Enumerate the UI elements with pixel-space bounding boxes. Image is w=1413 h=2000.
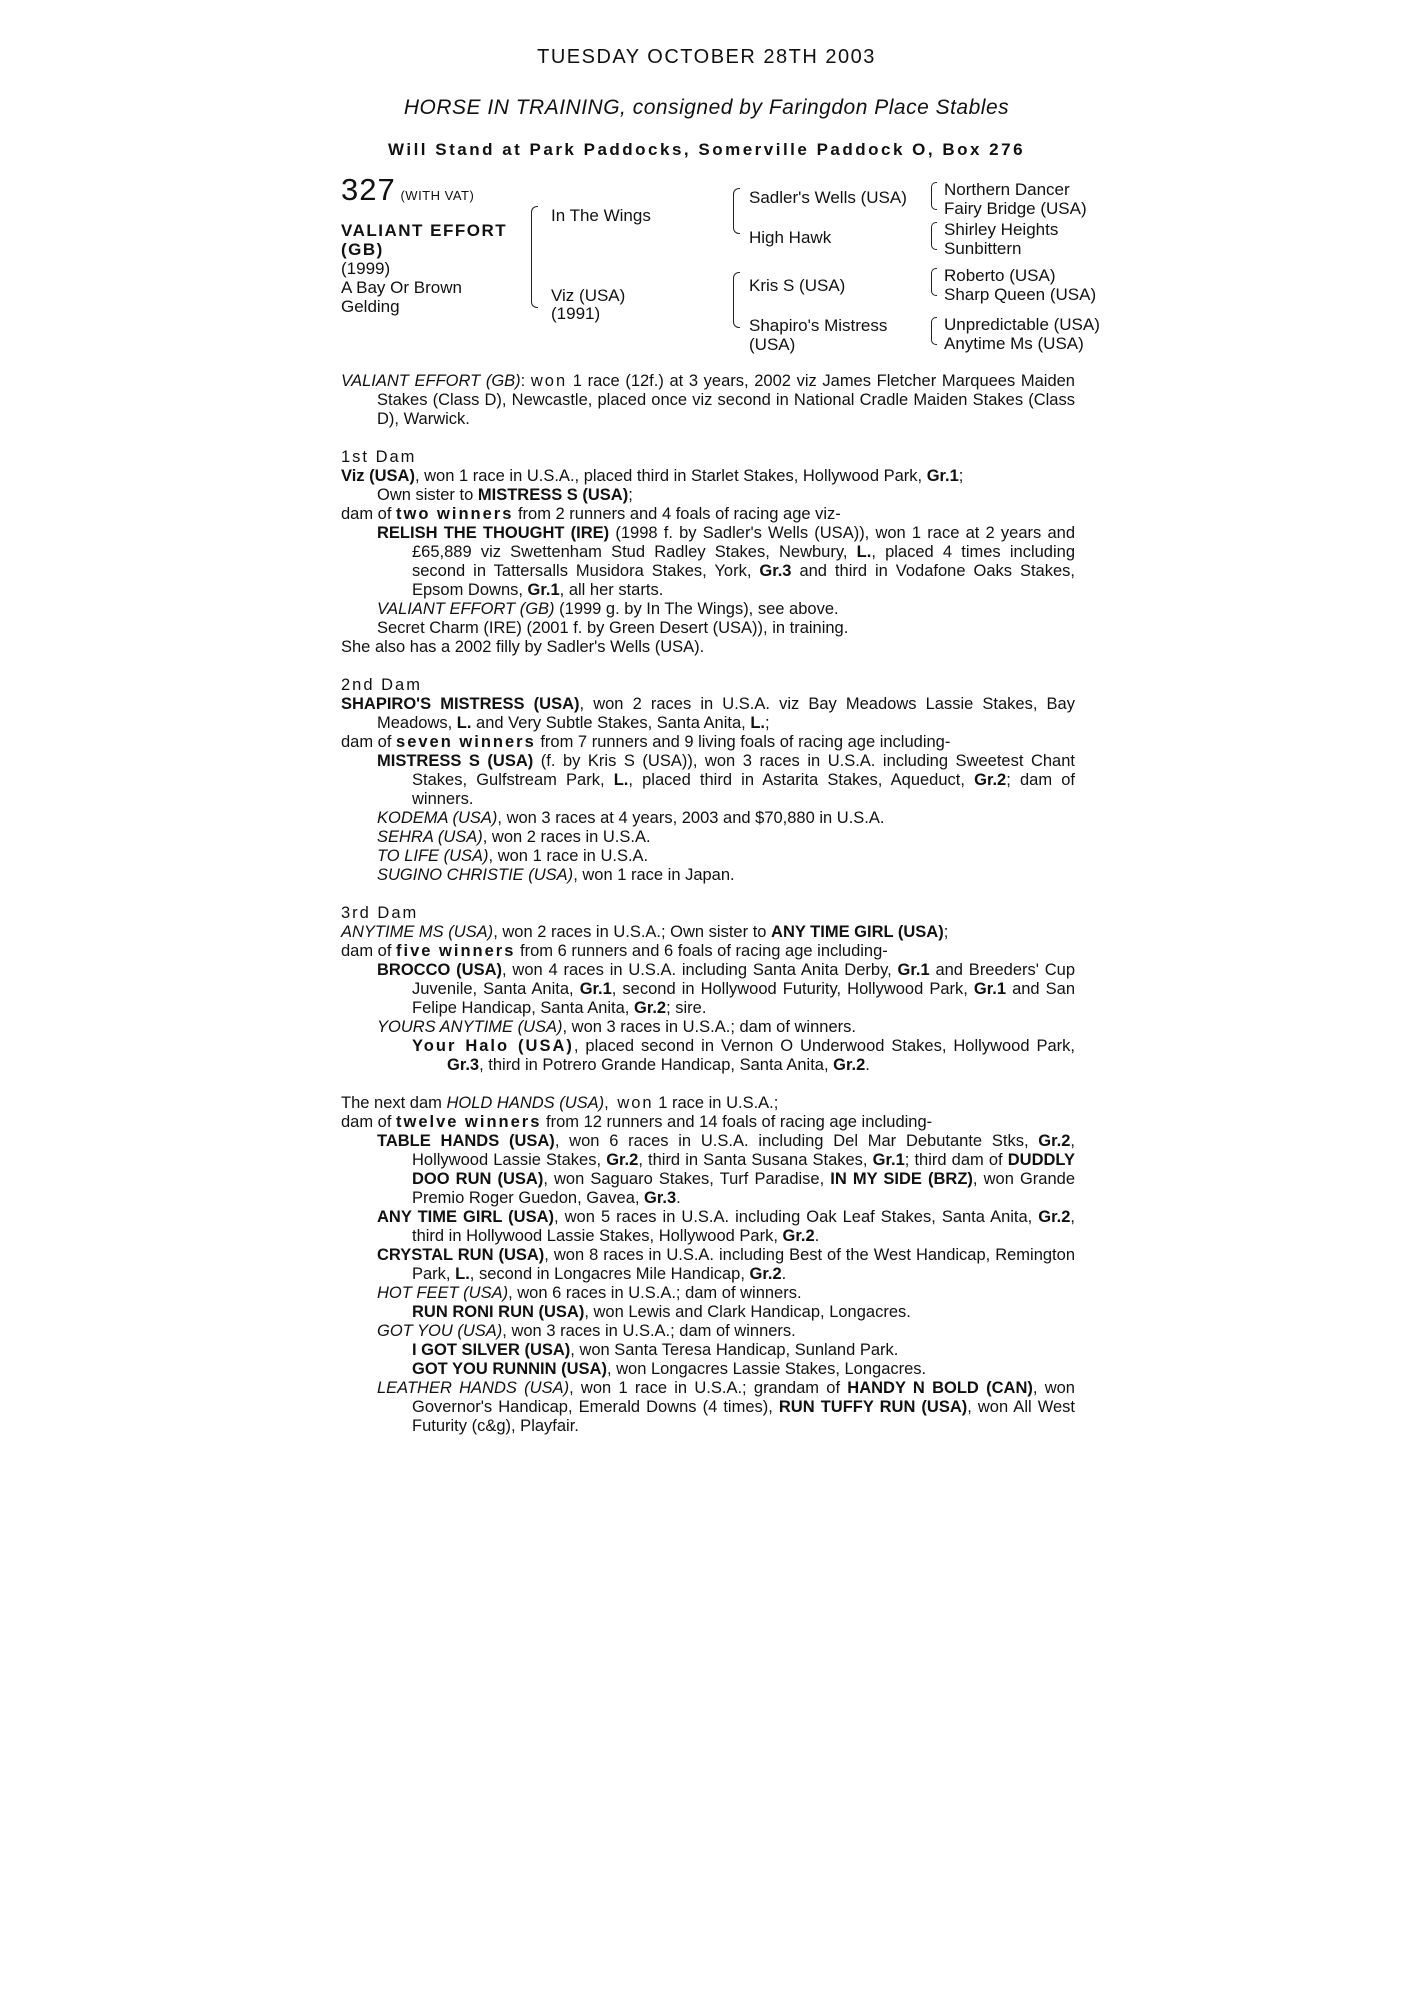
text: , won All West Futurity (c&g), Playfair. <box>412 1398 1075 1435</box>
lot-number: 327 <box>341 172 396 207</box>
grade: Gr.2 <box>974 771 1007 789</box>
progeny-2 <box>341 809 1075 828</box>
gen3-brace-4 <box>931 317 937 345</box>
progeny-1 <box>341 961 1075 1018</box>
grade: L. <box>456 714 472 732</box>
text: dam of <box>341 733 397 751</box>
grand-progeny-1 <box>341 1037 1075 1075</box>
text: , second in Longacres Mile Handicap, <box>469 1265 750 1283</box>
text: , won Santa Teresa Handicap, Sunland Park. <box>570 1341 899 1359</box>
progeny-name: MISTRESS S (USA) <box>377 752 534 770</box>
progeny-name: IN MY SIDE (BRZ) <box>830 1170 973 1188</box>
grade: Gr.1 <box>973 980 1007 998</box>
dam-name: ANYTIME MS (USA) <box>341 923 494 941</box>
consignment-line: HORSE IN TRAINING, consigned by Faringdon Place Stables <box>403 96 1010 119</box>
horse-name: VALIANT EFFORT <box>341 221 508 240</box>
text: , won Longacres Lassie Stakes, Longacres. <box>606 1360 927 1378</box>
progeny-3 <box>341 1246 1075 1284</box>
text: from 2 runners and 4 foals of racing age viz- <box>513 505 841 523</box>
progeny-name: RUN RONI RUN (USA) <box>412 1303 585 1321</box>
progeny-1 <box>341 1132 1075 1208</box>
text: , won 3 races at 4 years, 2003 and $70,880 in U.S.A. <box>497 809 885 827</box>
dam-of-line <box>341 942 1075 961</box>
sire-dam-brace <box>531 206 538 308</box>
gen3-brace-3 <box>931 268 937 296</box>
sale-date: TUESDAY OCTOBER 28TH 2003 <box>537 46 876 68</box>
progeny-name: SUGINO CHRISTIE (USA) <box>377 866 574 884</box>
sire-dam: High Hawk <box>749 228 832 247</box>
horse-country: (GB) <box>341 240 384 259</box>
own-sister-line <box>341 486 1075 505</box>
text: ; sire. <box>666 999 707 1017</box>
first-dam-heading: 1st Dam <box>341 448 417 466</box>
sire: In The Wings <box>551 206 651 225</box>
grade: Gr.2 <box>749 1265 782 1283</box>
text: (1999 g. by In The Wings), see above. <box>554 600 839 618</box>
next-dam-line <box>341 1094 1075 1113</box>
punct: . <box>676 1189 681 1207</box>
grade: Gr.2 <box>833 1056 866 1074</box>
text: , won 1 race in Japan. <box>573 866 735 884</box>
progeny-5 <box>341 1322 1075 1341</box>
grade: L. <box>750 714 765 732</box>
text: from 7 runners and 9 living foals of racing age including- <box>535 733 951 751</box>
progeny-name: LEATHER HANDS (USA) <box>377 1379 570 1397</box>
horse-name-ref: VALIANT EFFORT (GB) <box>341 372 521 390</box>
progeny-name: GOT YOU RUNNIN (USA) <box>412 1360 607 1378</box>
sire-dam-sire: Shirley Heights <box>944 220 1059 239</box>
dam-dam-sire: Unpredictable (USA) <box>944 315 1100 334</box>
text: and Very Subtle Stakes, Santa Anita, <box>471 714 751 732</box>
dam-dam: Shapiro's Mistress <box>749 316 888 335</box>
text: 1 race in U.S.A.; <box>653 1094 779 1112</box>
gen3-brace-2 <box>931 222 937 250</box>
progeny-name: RELISH THE THOUGHT (IRE) <box>377 524 610 542</box>
progeny-4 <box>341 1284 1075 1303</box>
text: ; third dam of <box>904 1151 1008 1169</box>
dam-sire-sire: Roberto (USA) <box>944 266 1056 285</box>
grade: Gr.2 <box>1038 1208 1071 1226</box>
winners-count: seven winners <box>396 733 536 751</box>
dam-dam-country: (USA) <box>749 335 796 354</box>
grade: Gr.1 <box>897 961 930 979</box>
text: , won 1 race in U.S.A. <box>488 847 649 865</box>
text: (1998 f. by Sadler's Wells (USA)), won 1 race at 2 years and £65,889 viz Swettenham Stud Radley Stakes, Newbury, <box>412 524 1076 561</box>
progeny-1 <box>341 524 1075 600</box>
pedigree-table <box>341 172 1341 360</box>
progeny-name: HOT FEET (USA) <box>377 1284 509 1302</box>
text: , won 6 races in U.S.A. including Del Mar Debutante Stks, <box>554 1132 1039 1150</box>
progeny-3: Secret Charm (IRE) (2001 f. by Green Desert (USA)), in training. <box>377 619 849 637</box>
text: , won 5 races in U.S.A. including Oak Leaf Stakes, Santa Anita, <box>554 1208 1039 1226</box>
text: , won Grande Premio Roger Guedon, Gavea, <box>412 1170 1075 1207</box>
text: from 12 runners and 14 foals of racing age including- <box>541 1113 933 1131</box>
grade: Gr.1 <box>872 1151 905 1169</box>
progeny-name: TO LIFE (USA) <box>377 847 489 865</box>
sire-sire-sire: Northern Dancer <box>944 180 1070 199</box>
text: dam of <box>341 1113 397 1131</box>
vat-label: (WITH VAT) <box>400 188 475 203</box>
progeny-name: YOURS ANYTIME (USA) <box>377 1018 563 1036</box>
third-dam-line <box>341 923 1075 942</box>
dam: Viz (USA) <box>551 286 626 305</box>
punct: . <box>814 1227 820 1245</box>
text: , won 2 races in U.S.A. viz Bay Meadows Lassie Stakes, Bay Meadows, <box>377 695 1075 732</box>
text: from 6 runners and 6 foals of racing age including- <box>515 942 888 960</box>
sister-name: ANY TIME GIRL (USA) <box>771 923 944 941</box>
progeny-2 <box>341 1208 1075 1246</box>
text: , won 3 races in U.S.A.; dam of winners. <box>562 1018 856 1036</box>
second-dam-heading: 2nd Dam <box>341 676 422 694</box>
dam-sire: Kris S (USA) <box>749 276 846 295</box>
grade: Gr.2 <box>782 1227 815 1245</box>
winners-count: twelve winners <box>396 1113 542 1131</box>
text: dam of <box>341 505 397 523</box>
foaling-year: (1999) <box>341 259 391 278</box>
punct: ; <box>628 486 633 504</box>
text: dam of <box>341 942 397 960</box>
text: and third in Vodafone Oaks Stakes, Epsom Downs, <box>412 562 1075 599</box>
dam-line-brace <box>733 272 740 328</box>
intro-text: 1 race (12f.) at 3 years, 2002 viz James Fletcher Marquees Maiden Stakes (Class D), Newcastle, placed once viz second in National Cradle Maiden Stakes (Class D), Warwick. <box>377 372 1075 428</box>
dam-sire-dam: Sharp Queen (USA) <box>944 285 1097 304</box>
progeny-name: I GOT SILVER (USA) <box>412 1341 571 1359</box>
progeny-name: TABLE HANDS (USA) <box>377 1132 555 1150</box>
progeny-name: VALIANT EFFORT (GB) <box>377 600 555 618</box>
text: , won 2 races in U.S.A. <box>482 828 651 846</box>
text: , won 1 race in U.S.A.; grandam of <box>569 1379 848 1397</box>
progeny-name: DUDDLY DOO RUN (USA) <box>412 1151 1075 1188</box>
grand-progeny-3 <box>341 1360 1075 1379</box>
progeny-name: RUN TUFFY RUN (USA) <box>778 1398 968 1416</box>
sister-name: MISTRESS S (USA) <box>477 486 629 504</box>
progeny-name: CRYSTAL RUN (USA) <box>377 1246 545 1264</box>
sire-sire: Sadler's Wells (USA) <box>749 188 907 207</box>
text: , won Lewis and Clark Handicap, Longacres. <box>584 1303 911 1321</box>
progeny-1 <box>341 752 1075 809</box>
text: , second in Hollywood Futurity, Hollywood Park, <box>611 980 974 998</box>
sire-line-brace <box>733 188 740 234</box>
dam-name: HOLD HANDS (USA) <box>446 1094 605 1112</box>
grade: Gr.3 <box>759 562 792 580</box>
text: , placed third in Astarita Stakes, Aqueduct, <box>628 771 975 789</box>
text: , won Governor's Handicap, Emerald Downs (4 times), <box>412 1379 1075 1416</box>
text: , third in Santa Susana Stakes, <box>638 1151 873 1169</box>
stand-location: Will Stand at Park Paddocks, Somerville Paddock O, Box 276 <box>387 140 1026 159</box>
dam-record: , won 1 race in U.S.A., placed third in Starlet Stakes, Hollywood Park, <box>414 467 927 485</box>
progeny-name: KODEMA (USA) <box>377 809 498 827</box>
grade: Gr.1 <box>579 980 612 998</box>
text: . <box>865 1056 870 1074</box>
winners-count: two winners <box>396 505 514 523</box>
text: ; dam of winners. <box>412 771 1075 808</box>
won-word: , won <box>604 1094 654 1112</box>
punct: ; <box>958 467 964 485</box>
text: , placed second in Vernon O Underwood Stakes, Hollywood Park, <box>573 1037 1075 1055</box>
text: , third in Potrero Grande Handicap, Santa Anita, <box>479 1056 834 1074</box>
grand-progeny-2 <box>341 1341 1075 1360</box>
progeny-2 <box>341 600 1075 619</box>
progeny-name: GOT YOU (USA) <box>377 1322 503 1340</box>
text: , Hollywood Lassie Stakes, <box>412 1132 1075 1169</box>
text: , won Saguaro Stakes, Turf Paradise, <box>543 1170 831 1188</box>
dam-name: SHAPIRO'S MISTRESS (USA) <box>341 695 580 713</box>
progeny-5 <box>341 866 1075 885</box>
catalogue-text <box>341 372 1075 1436</box>
dam-name: Viz (USA) <box>341 467 415 485</box>
gen3-brace-1 <box>931 182 937 210</box>
also-has-line: She also has a 2002 filly by Sadler's Wells (USA). <box>341 638 705 656</box>
progeny-3 <box>341 828 1075 847</box>
first-dam-line <box>341 467 1075 486</box>
progeny-name: Your Halo (USA) <box>412 1037 574 1055</box>
progeny-name: BROCCO (USA) <box>377 961 502 979</box>
progeny-name: ANY TIME GIRL (USA) <box>377 1208 555 1226</box>
progeny-name: HANDY N BOLD (CAN) <box>847 1379 1033 1397</box>
grade: L. <box>455 1265 470 1283</box>
text: , placed 4 times including second in Tattersalls Musidora Stakes, York, <box>412 543 1075 580</box>
won-word: won <box>530 372 568 390</box>
grade: Gr.3 <box>644 1189 677 1207</box>
grade: Gr.1 <box>926 467 959 485</box>
intro-paragraph: VALIANT EFFORT (GB): won 1 race (12f.) at 3 years, 2002 viz James Fletcher Marquees Maiden Stakes (Class D), Newcastle, placed once viz second in National Cradle Maiden Stakes (Class D), Warwick. <box>341 372 1075 428</box>
text: , won 3 races in U.S.A.; dam of winners. <box>502 1322 796 1340</box>
punct: ; <box>765 714 770 732</box>
sex-desc: Gelding <box>341 297 400 316</box>
progeny-2 <box>341 1018 1075 1037</box>
grade: Gr.2 <box>633 999 667 1017</box>
progeny-name: SEHRA (USA) <box>377 828 483 846</box>
text: , won 4 races in U.S.A. including Santa Anita Derby, <box>502 961 898 979</box>
progeny-4 <box>341 847 1075 866</box>
grade: L. <box>856 543 872 561</box>
text: (f. by Kris S (USA)), won 3 races in U.S.A. including Sweetest Chant Stakes, Gulfstream Park, <box>412 752 1075 789</box>
dam-year: (1991) <box>551 304 601 323</box>
grade: Gr.2 <box>1038 1132 1071 1150</box>
winners-count: five winners <box>396 942 516 960</box>
progeny-6 <box>341 1379 1075 1436</box>
text: , won 2 races in U.S.A.; Own sister to <box>493 923 772 941</box>
text: and San Felipe Handicap, Santa Anita, <box>412 980 1076 1017</box>
colour-desc: A Bay Or Brown <box>341 278 462 297</box>
second-dam-line <box>341 695 1075 733</box>
text: , won 8 races in U.S.A. including Best of the West Handicap, Remington Park, <box>412 1246 1075 1283</box>
grade: Gr.1 <box>527 581 560 599</box>
text: , third in Hollywood Lassie Stakes, Hollywood Park, <box>412 1208 1075 1245</box>
grade: L. <box>613 771 629 789</box>
lot-heading <box>341 172 475 207</box>
text: , won 6 races in U.S.A.; dam of winners. <box>508 1284 802 1302</box>
grade: Gr.3 <box>447 1056 480 1074</box>
sire-dam-dam: Sunbittern <box>944 239 1022 258</box>
dam-of-line <box>341 505 1075 524</box>
text: Own sister to <box>377 486 478 504</box>
text: The next dam <box>341 1094 447 1112</box>
punct: ; <box>943 923 949 941</box>
text: and Breeders' Cup Juvenile, Santa Anita, <box>412 961 1076 998</box>
dam-dam-dam: Anytime Ms (USA) <box>944 334 1084 353</box>
dam-of-line <box>341 1113 1075 1132</box>
dam-of-line <box>341 733 1075 752</box>
third-dam-heading: 3rd Dam <box>341 904 419 922</box>
grade: Gr.2 <box>606 1151 639 1169</box>
punct: . <box>781 1265 787 1283</box>
grand-progeny-1 <box>341 1303 1075 1322</box>
sire-sire-dam: Fairy Bridge (USA) <box>944 199 1087 218</box>
text: , all her starts. <box>559 581 664 599</box>
